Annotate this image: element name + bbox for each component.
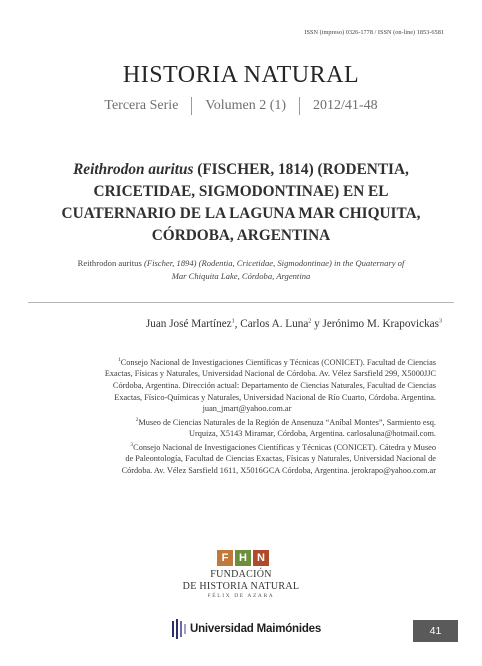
aff1-line1: Consejo Nacional de Investigaciones Científicas y Técnicas (CONICET). Facultad de Ciencias xyxy=(120,357,436,367)
fhn-logo xyxy=(217,550,269,566)
page-number: 41 xyxy=(413,620,458,642)
author-1-sup: 1 xyxy=(231,318,235,325)
university-mark-icon xyxy=(172,619,186,639)
aff3-line3: Córdoba. Av. Vélez Sarsfield 1611, X5016GCA Córdoba, Argentina. jerokrapo@yahoo.com.ar xyxy=(121,465,436,475)
subtitle-line2: Mar Chiquita Lake, Córdoba, Argentina xyxy=(171,270,311,281)
foundation-name-line3: FÉLIX DE AZARA xyxy=(207,593,275,599)
divider-rule xyxy=(28,302,454,303)
aff3-line1: Consejo Nacional de Investigaciones Científicas y Técnicas (CONICET). Cátedra y Museo xyxy=(133,442,436,452)
title-species: Reithrodon auritus xyxy=(73,161,194,178)
author-1: Juan José Martínez xyxy=(145,318,232,330)
affiliations xyxy=(58,355,436,476)
series-line xyxy=(0,97,482,115)
title-line3: CUATERNARIO DE LA LAGUNA MAR CHIQUITA, xyxy=(61,205,421,222)
aff1-sup: 1 xyxy=(117,357,121,363)
aff2-line2: Urquiza, X5143 Miramar, Córdoba, Argentina. carlosaluna@hotmail.com. xyxy=(188,429,436,439)
aff3-sup: 3 xyxy=(130,441,134,448)
aff1-line4: Exactas, Físico-Químicas y Naturales, Universidad Nacional de Río Cuarto, Córdoba. Argentina. xyxy=(114,392,436,402)
aff1-line2: Exactas, Físicas y Naturales, Universidad Nacional de Córdoba. Av. Vélez Sarsfield 299, X5000JJC xyxy=(104,369,436,379)
separator xyxy=(191,97,192,115)
volume-label: Volumen 2 (1) xyxy=(205,98,287,113)
author-2: Carlos A. Luna xyxy=(240,318,309,330)
subtitle-line1: (Fischer, 1894) (Rodentia, Cricetidae, Sigmodontinae) in the Quaternary of xyxy=(143,258,405,268)
foundation-name-line1: FUNDACIÓN xyxy=(210,569,272,580)
author-separator: y xyxy=(311,318,323,330)
author-2-sup: 2 xyxy=(308,318,312,325)
subtitle-species: Reithrodon auritus xyxy=(77,258,144,268)
aff1-line3: Córdoba, Argentina. Dirección actual: Departamento de Ciencias Naturales, Facultad de Ciencias xyxy=(112,380,436,390)
aff2-line1: Museo de Ciencias Naturales de la Región de Ansenuza “Aníbal Montes”, Sarmiento esq. xyxy=(138,417,436,427)
author-3-sup: 3 xyxy=(439,318,442,325)
university-name: Universidad Maimónides xyxy=(190,623,322,635)
fhn-letter-f: F xyxy=(217,550,233,566)
aff1-email: juan_jmart@yahoo.com.ar xyxy=(202,404,292,414)
author-separator: , xyxy=(234,318,241,330)
journal-title: HISTORIA NATURAL xyxy=(122,62,360,88)
aff3-line2: de Paleontología, Facultad de Ciencias Exactas, Físicas y Naturales, Universidad Nacional de xyxy=(125,454,436,464)
author-3: Jerónimo M. Krapovickas xyxy=(322,318,439,330)
pages-label: 2012/41-48 xyxy=(313,98,378,113)
series-label: Tercera Serie xyxy=(104,98,179,113)
aff2-sup: 2 xyxy=(135,416,139,423)
title-line4: CÓRDOBA, ARGENTINA xyxy=(151,227,331,244)
title-line2: CRICETIDAE, SIGMODONTINAE) EN EL xyxy=(93,183,389,200)
fhn-letter-h: H xyxy=(235,550,251,566)
foundation-name-line2: DE HISTORIA NATURAL xyxy=(182,581,300,592)
authors-line xyxy=(48,318,442,330)
title-line1: (FISCHER, 1814) (RODENTIA, xyxy=(193,161,409,178)
fhn-letter-n: N xyxy=(253,550,269,566)
separator xyxy=(299,97,300,115)
english-title xyxy=(40,257,442,282)
issn-line: ISSN (impreso) 0326-1778 / ISSN (on-line) 1853-6581 xyxy=(304,29,444,36)
article-title xyxy=(36,159,446,247)
university-logo xyxy=(172,619,321,639)
